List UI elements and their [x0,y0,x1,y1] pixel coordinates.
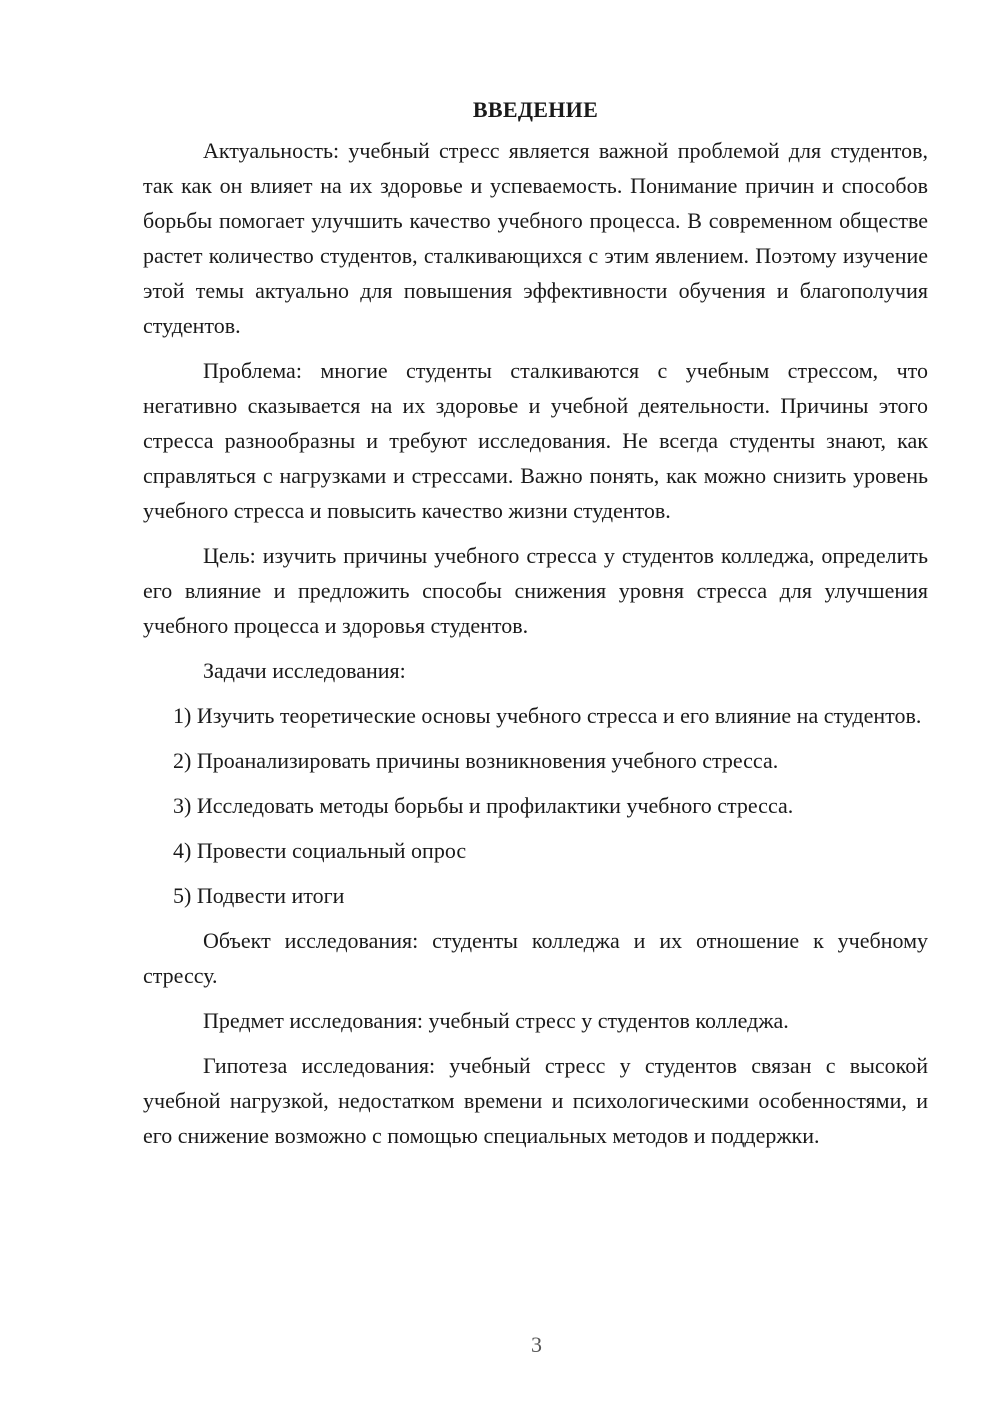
page-title: ВВЕДЕНИЕ [472,97,599,122]
task-item-3: 3) Исследовать методы борьбы и профилактики учебного стресса. [173,793,794,818]
task-item-1: 1) Изучить теоретические основы учебного стресса и его влияние на студентов. [173,703,922,728]
subject-paragraph: Предмет исследования: учебный стресс у студентов колледжа. [203,1008,789,1033]
hypothesis-paragraph: Гипотеза исследования: учебный стресс у студентов связан с высокой учебной нагрузкой, недостатком времени и психологическими особенностями, и его снижение возможно с помощью специальных методов и поддержки. [143,1053,928,1148]
problem-paragraph: Проблема: многие студенты сталкиваются с учебным стрессом, что негативно сказывается на их здоровье и учебной деятельности. Причины этого стресса разнообразны и требуют исследования. Не всегда студенты знают, как справляться с нагрузками и стрессами. Важно понять, как можно снизить уровень учебного стресса и повысить качество жизни студентов. [143,358,928,523]
task-item-2: 2) Проанализировать причины возникновения учебного стресса. [173,748,779,773]
relevance-paragraph: Актуальность: учебный стресс является важной проблемой для студентов, так как он влияет на их здоровье и успеваемость. Понимание причин и способов борьбы помогает улучшить качество учебного процесса. В современном обществе растет количество студентов, сталкивающихся с этим явлением. Поэтому изучение этой темы актуально для повышения эффективности обучения и благополучия студентов. [143,138,928,338]
task-item-4: 4) Провести социальный опрос [173,838,467,863]
document-page [143,92,928,1163]
goal-paragraph: Цель: изучить причины учебного стресса у студентов колледжа, определить его влияние и предложить способы снижения уровня стресса для улучшения учебного процесса и здоровья студентов. [143,543,928,638]
task-item-5: 5) Подвести итоги [173,883,345,908]
object-paragraph: Объект исследования: студенты колледжа и их отношение к учебному стрессу. [143,928,928,988]
tasks-heading: Задачи исследования: [203,658,406,683]
page-number: 3 [531,1332,542,1357]
